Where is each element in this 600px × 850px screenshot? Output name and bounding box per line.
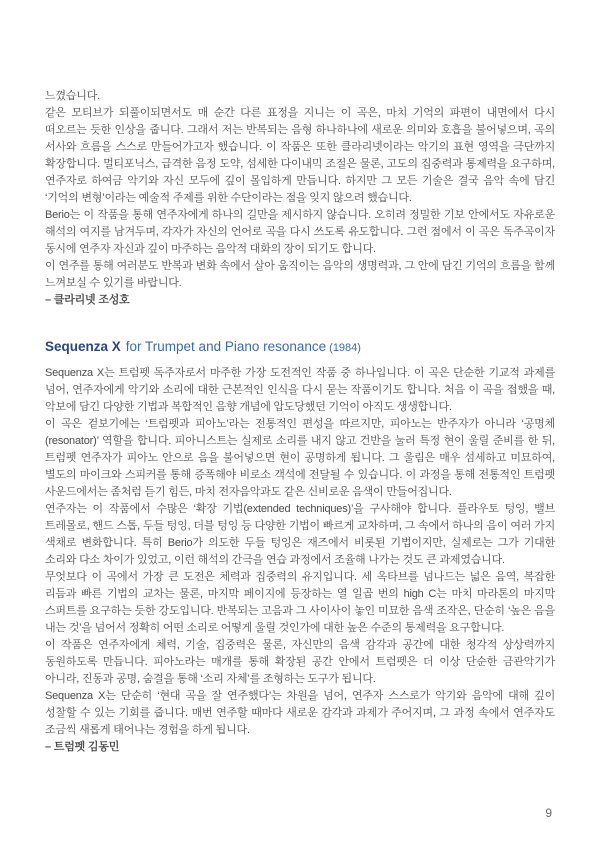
paragraph: 느꼈습니다. bbox=[45, 90, 100, 102]
work-title-year: (1984) bbox=[329, 342, 361, 354]
work-title-subtitle: for Trumpet and Piano resonance bbox=[125, 339, 327, 354]
paragraph: Sequenza X는 단순히 ‘현대 곡을 잘 연주했다’는 차원을 넘어, 연주자 스스로가 악기와 음악에 대해 깊이 성찰할 수 있는 기회를 줍니다. 매번 연주할 때마다 새로운 감각과 과제가 주어지며, 그 과정 속에서 연주자도 조금씩 새롭게 태어나는 경험을 하게 됩니다. bbox=[45, 690, 555, 736]
trumpet-program-note bbox=[45, 365, 555, 756]
page-number: 9 bbox=[545, 806, 552, 820]
work-title-name: Sequenza X bbox=[45, 339, 121, 354]
paragraph: Sequenza X는 트럼펫 독주자로서 마주한 가장 도전적인 작품 중 하나입니다. 이 곡은 단순한 기교적 과제를 넘어, 연주자에게 악기와 소리에 대한 근본적인 인식을 다시 묻는 작품이기도 합니다. 처음 이 곡을 접했을 때, 악보에 담긴 다양한 기법과 복합적인 음향 개념에 압도당했던 기억이 아직도 생생합니다. bbox=[45, 367, 555, 413]
page-content bbox=[45, 88, 555, 756]
author-signature-clarinet: – 클라리넷 조성호 bbox=[45, 294, 130, 306]
author-signature-trumpet: – 트럼펫 김동민 bbox=[45, 741, 120, 753]
paragraph: 이 연주를 통해 여러분도 반복과 변화 속에서 살아 움직이는 음악의 생명력과, 그 안에 담긴 기억의 흐름을 함께 느껴보실 수 있기를 바랍니다. bbox=[45, 260, 555, 289]
paragraph: 이 작품은 연주자에게 체력, 기술, 집중력은 물론, 자신만의 음색 감각과 공간에 대한 청각적 상상력까지 동원하도록 만듭니다. 피아노라는 매개를 통해 확장된 공간 안에서 트럼펫은 더 이상 단순한 금관악기가 아니라, 진동과 공명, 숨결을 통해 ‘소리 자체’를 조형하는 도구가 됩니다. bbox=[45, 639, 555, 685]
paragraph: Berio는 이 작품을 통해 연주자에게 하나의 길만을 제시하지 않습니다. 오히려 정밀한 기보 안에서도 자유로운 해석의 여지를 남겨두며, 각자가 자신의 언어로 곡을 다시 쓰도록 유도합니다. 그런 점에서 이 곡은 독주곡이자 동시에 연주자 자신과 깊이 마주하는 음악적 대화의 장이 되기도 합니다. bbox=[45, 209, 555, 255]
paragraph: 이 곡은 겉보기에는 ‘트럼펫과 피아노’라는 전통적인 편성을 따르지만, 피아노는 반주자가 아니라 ‘공명체(resonator)’ 역할을 합니다. 피아니스트는 실제로 소리를 내지 않고 건반을 눌러 특정 현이 울릴 준비를 한 뒤, 트럼펫 연주자가 피아노 안으로 음을 불어넣으면 현이 공명하게 됩니다. 그 울림은 매우 섬세하고 미묘하여, 별도의 마이크와 스피커를 통해 증폭해야 비로소 객석에 전달될 수 있습니다. 이 과정을 통해 전통적인 트럼펫 사운드에서는 좀처럼 듣기 힘든, 마치 전자음악과도 같은 신비로운 음색이 만들어집니다. bbox=[45, 418, 555, 498]
clarinet-program-note bbox=[45, 88, 555, 309]
work-title bbox=[45, 338, 555, 357]
paragraph: 연주자는 이 작품에서 수많은 ‘확장 기법(extended techniques)’을 구사해야 합니다. 플라우토 텅잉, 밸브 트레몰로, 핸드 스톱, 두들 텅잉, 더블 텅잉 등 다양한 기법이 빠르게 교차하며, 그 속에서 하나의 음이 여러 가지 색채로 변화합니다. 특히 Berio가 의도한 두들 텅잉은 재즈에서 비롯된 기법이지만, 실제로는 그가 기대한 소리와 다소 차이가 있었고, 이런 해석의 간극을 연습 과정에서 조율해 나가는 것도 큰 과제였습니다. bbox=[45, 503, 555, 566]
paragraph: 무엇보다 이 곡에서 가장 큰 도전은 체력과 집중력의 유지입니다. 세 옥타브를 넘나드는 넓은 음역, 복잡한 리듬과 빠른 기법의 교차는 물론, 마지막 페이지에 등장하는 열 일곱 번의 high C는 마치 마라톤의 마지막 스퍼트를 요구하는 듯한 강도입니다. 반복되는 고음과 그 사이사이 놓인 미묘한 음색 조작은, 단순히 ‘높은 음을 내는 것’을 넘어서 정확히 어떤 소리로 어떻게 울릴 것인가에 대한 높은 수준의 통제력을 요구합니다. bbox=[45, 571, 555, 634]
paragraph: 같은 모티브가 되풀이되면서도 매 순간 다른 표정을 지니는 이 곡은, 마치 기억의 파편이 내면에서 다시 떠오르는 듯한 인상을 줍니다. 그래서 저는 반복되는 음형 하나하나에 새로운 의미와 호흡을 불어넣으며, 곡의 서사와 흐름을 스스로 만들어가고자 했습니다. 이 작품은 또한 클라리넷이라는 악기의 표현 영역을 극단까지 확장합니다. 멀티포닉스, 급격한 음정 도약, 섬세한 다이내믹 조절은 물론, 고도의 집중력과 통제력을 요구하며, 연주자로 하여금 악기와 자신 모두에 깊이 몰입하게 만듭니다. 하지만 그 모든 기술은 결국 음악 속에 담긴 ‘기억의 변형’이라는 예술적 주제를 위한 수단이라는 점을 잊지 않으려 했습니다. bbox=[45, 107, 555, 204]
